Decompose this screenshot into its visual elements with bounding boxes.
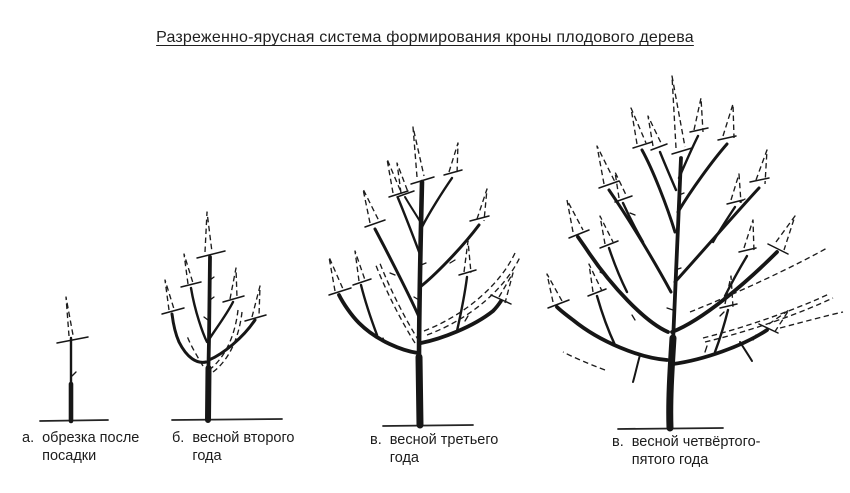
tree-stage-1-illustration <box>15 280 145 430</box>
stage-marker: а. <box>22 430 35 446</box>
stage-label: обрезка после посадки <box>42 430 140 464</box>
tree-stage-4-illustration <box>545 70 850 435</box>
stage-label: весной третьего года <box>389 432 499 466</box>
stage-label: весной четвёртого- пятого года <box>631 434 761 468</box>
stage-label: весной второго года <box>192 430 295 464</box>
stage-caption-3 <box>370 431 510 467</box>
stage-caption-4 <box>612 433 782 469</box>
stage-marker: в. <box>370 432 382 448</box>
stage-marker: в. <box>612 434 624 450</box>
tree-stage-3-illustration <box>315 105 530 430</box>
diagram-title: Разреженно-ярусная система формирования кроны плодового дерева <box>156 29 694 46</box>
stage-caption-1 <box>22 429 150 465</box>
tree-stage-2-illustration <box>145 190 305 425</box>
stage-marker: б. <box>172 430 185 446</box>
stage-caption-2 <box>172 429 307 465</box>
